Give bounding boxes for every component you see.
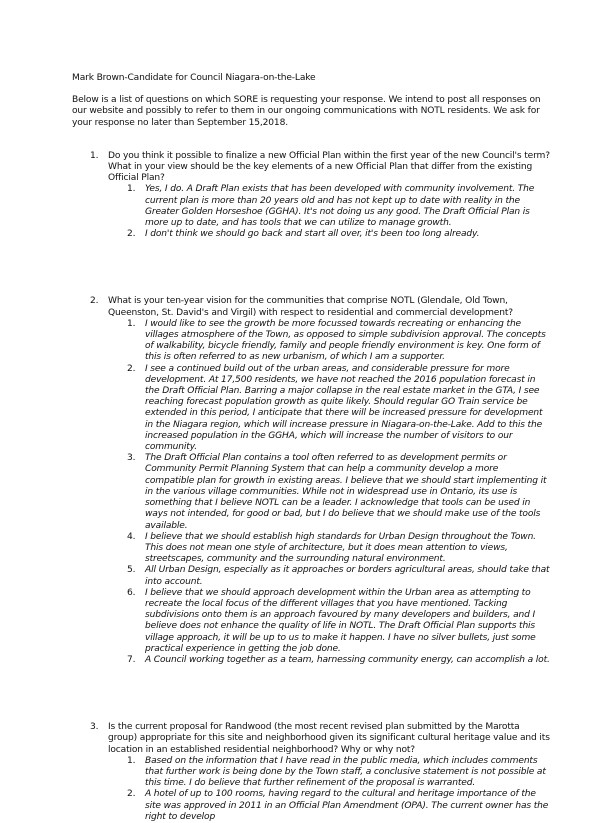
answer-item — [72, 532, 550, 566]
answer-item — [72, 565, 550, 587]
answer-number: 6. — [127, 587, 136, 598]
answer-number: 3. — [127, 453, 136, 464]
document-title: Mark Brown-Candidate for Council Niagara-on-the-Lake — [72, 73, 316, 83]
question-number: 3. — [90, 722, 99, 733]
question-text: Do you think it possible to finalize a new Official Plan within the first year of the new Council's term? What in your view should be the key elements of a new Official Plan that differ from the existing Official Plan? — [108, 150, 550, 184]
intro-paragraph: Below is a list of questions on which SORE is requesting your response. We intend to post all responses on our website and possibly to refer to them in our ongoing communications with NOTL residents. We ask for your response no later than September 15,2018. — [72, 95, 541, 128]
question-text: Is the current proposal for Randwood (the most recent revised plan submitted by the Marotta group) appropriate for this site and neighborhood given its significant cultural heritage value and its location in an established residential neighborhood? Why or why not? — [108, 722, 550, 755]
question-1 — [72, 151, 550, 241]
spacer — [72, 240, 550, 296]
answer-text: I believe that we should establish high standards for Urban Design throughout the Town. This does not mean one style of architecture, but it does mean attention to views, streetscapes, community and the surrounding natural environment. — [145, 531, 536, 565]
question-2 — [72, 296, 550, 666]
answer-item — [72, 588, 550, 655]
answer-text: Yes, I do. A Draft Plan exists that has been developed with community involvement. The current plan is more than 20 years old and has not kept up to date with reality in the Greater Golden Horseshoe (GGHA). It's not doing us any good. The Draft Official Plan is more up to date, and has tools that we can utilize to manage growth. — [145, 184, 535, 229]
answer-item — [72, 184, 550, 229]
answer-text: All Urban Design, especially as it approaches or borders agricultural areas, should take that into account. — [145, 565, 550, 587]
answer-number: 1. — [127, 318, 136, 329]
answer-number: 2. — [127, 363, 136, 374]
document-page — [72, 73, 550, 823]
answer-item — [72, 756, 550, 790]
question-number: 1. — [90, 150, 99, 161]
answer-item — [72, 453, 550, 531]
answer-list — [108, 756, 550, 823]
answer-number: 1. — [127, 184, 136, 195]
answer-number: 7. — [127, 654, 136, 665]
answer-item — [72, 229, 550, 240]
answer-list — [108, 319, 550, 666]
question-text: What is your ten-year vision for the communities that comprise NOTL (Glendale, Old Town, Queenston, St. David's and Virgil) with respect to residential and commercial development? — [108, 296, 513, 318]
answer-text: A hotel of up to 100 rooms, having regard to the cultural and heritage importance of the site was approved in 2011 in an Official Plan Amendment (OPA). The current owner has the right to develop — [145, 789, 549, 822]
answer-text: The Draft Official Plan contains a tool often referred to as development permits or Community Permit Planning System that can help a community develop a more compatible plan for growth in existing areas. I believe that we should start implementing it in the various village communities. While not in widespread use in Ontario, its use is something that I believe NOTL can be a leader. I acknowledge that tools can be used in ways not intended, for good or bad, but I do believe that we should make use of the tools available. — [145, 453, 547, 531]
answer-number: 1. — [127, 755, 136, 766]
answer-text: I believe that we should approach development within the Urban area as attempting to recreate the local focus of the different villages that you have mentioned. Tacking subdivisions onto them is an approach favoured by many developers and builders, and I believe does not enhance the quality of life in NOTL. The Draft Official Plan supports this village approach, it will be up to us to make it happen. I have no silver bullets, just some practical experience in getting the job done. — [145, 587, 536, 654]
question-number: 2. — [90, 296, 99, 307]
question-3 — [72, 722, 550, 823]
answer-text: A Council working together as a team, harnessing community energy, can accomplish a lot. — [145, 654, 550, 665]
answer-text: I see a continued build out of the urban areas, and considerable pressure for more development. At 17,500 residents, we have not reached the 2016 population forecast in the Draft Official Plan. Barring a major collapse in the real estate market in the GTA, I see reaching forecast population growth as quite likely. Should regular GO Train service be extended in this period, I anticipate that there will be increased pressure for development in the Niagara region, which will increase pressure in Niagara-on-the-Lake. Add to this the increased population in the GGHA, which will increase the number of visitors to our community. — [145, 363, 543, 453]
answer-text: I don't think we should go back and start all over, it's been too long already. — [145, 229, 480, 240]
answer-item — [72, 364, 550, 454]
answer-item — [72, 319, 550, 364]
answer-item — [72, 789, 550, 823]
answer-text: Based on the information that I have read in the public media, which includes comments that further work is being done by the Town staff, a conclusive statement is not possible at this time. I do believe that further refinement of the proposal is warranted. — [145, 755, 546, 789]
answer-number: 2. — [127, 789, 136, 800]
answer-number: 5. — [127, 565, 136, 576]
answer-number: 2. — [127, 229, 136, 240]
answer-number: 4. — [127, 531, 136, 542]
spacer — [72, 666, 550, 722]
answer-text: I would like to see the growth be more focussed towards recreating or enhancing the villages atmosphere of the Town, as opposed to simple subdivision approval. The concepts of walkability, bicycle friendly, family and people friendly environment is key. One form of this is often referred to as new urbanism, of which I am a supporter. — [145, 318, 546, 363]
answer-item — [72, 655, 550, 666]
answer-list — [108, 184, 550, 240]
